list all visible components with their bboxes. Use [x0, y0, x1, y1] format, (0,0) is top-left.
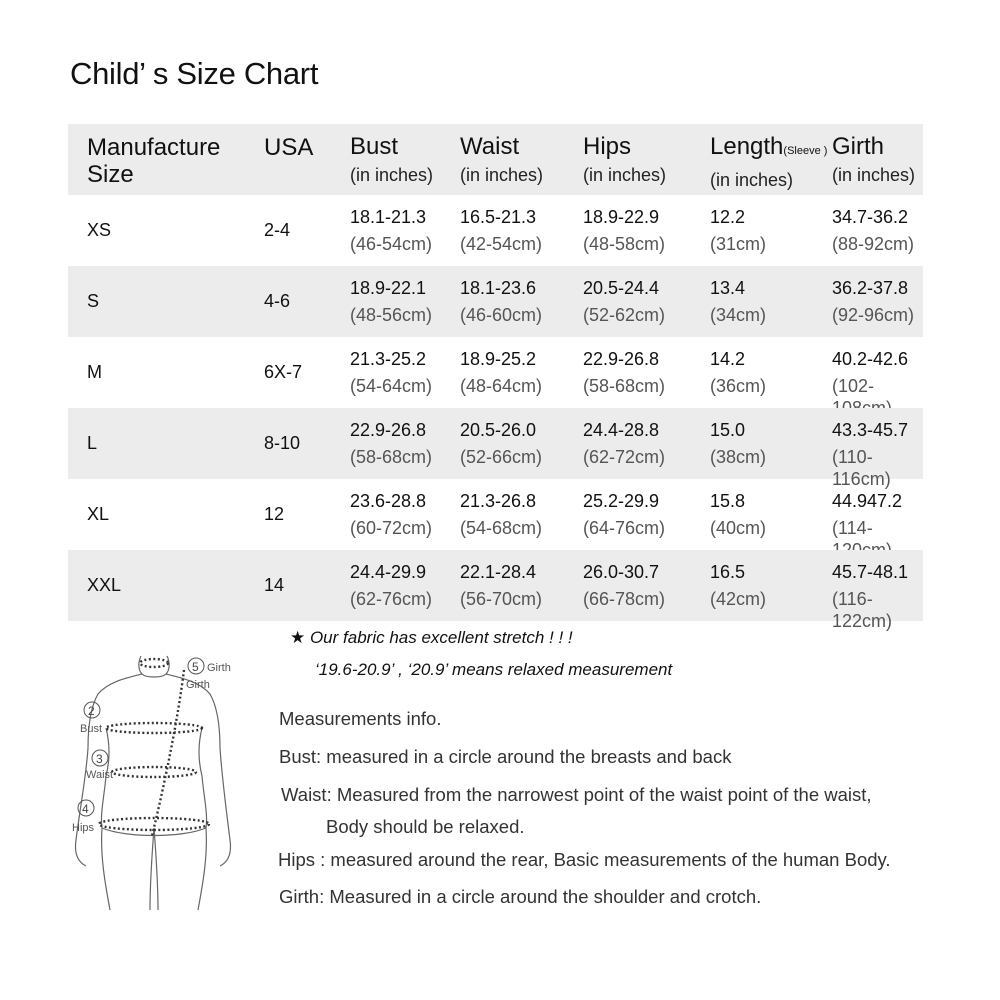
hips-cm-cell: (48-58cm)	[583, 234, 666, 254]
figure-label-girth-2: Girth	[186, 679, 210, 691]
waist-inches-cell: 18.9-25.2	[460, 349, 537, 369]
usa-size-cell: 12	[264, 504, 285, 524]
measurements-heading: Measurements info.	[279, 708, 442, 729]
hips-cm-cell: (62-72cm)	[583, 447, 666, 467]
waist-inches-cell: 18.1-23.6	[460, 278, 537, 298]
figure-label-hips: Hips	[72, 822, 95, 834]
header-bust: Bust (in inches)	[350, 133, 434, 185]
hips-inches-cell: 24.4-28.8	[583, 420, 660, 440]
hips-cm-cell: (58-68cm)	[583, 376, 666, 396]
girth-info: Girth: Measured in a circle around the shoulder and crotch.	[279, 886, 762, 907]
header-manufacture-size: Manufacture Size	[87, 134, 221, 188]
table-row	[68, 337, 923, 408]
hips-cm-cell: (66-78cm)	[583, 589, 666, 609]
waist-cm-cell: (46-60cm)	[460, 305, 543, 325]
usa-size-cell: 8-10	[264, 433, 301, 453]
body-measurement-figure	[66, 648, 256, 916]
hips-inches-cell: 25.2-29.9	[583, 491, 660, 511]
bust-cm-cell: (48-56cm)	[350, 305, 433, 325]
girth-cm-cell: (116-122cm)	[832, 589, 893, 631]
girth-cm-cell: (110-116cm)	[832, 447, 891, 489]
header-length: Length(Sleeve ) (in inches)	[710, 133, 828, 190]
figure-label-bust: Bust	[80, 723, 103, 735]
usa-size-cell: 2-4	[264, 220, 291, 240]
girth-inches-cell: 34.7-36.2	[832, 207, 909, 227]
figure-label-waist: Waist	[86, 769, 114, 781]
waist-cm-cell: (54-68cm)	[460, 518, 543, 538]
figure-label-4: 4	[82, 802, 89, 816]
length-inches-cell: 12.2	[710, 207, 746, 227]
girth-cm-cell: (92-96cm)	[832, 305, 915, 325]
bust-inches-cell: 22.9-26.8	[350, 420, 427, 440]
bust-inches-cell: 18.1-21.3	[350, 207, 427, 227]
length-cm-cell: (36cm)	[710, 376, 767, 396]
bust-inches-cell: 18.9-22.1	[350, 278, 427, 298]
length-cm-cell: (34cm)	[710, 305, 767, 325]
table-body	[68, 195, 923, 631]
header-girth: Girth (in inches)	[832, 133, 916, 185]
figure-label-2: 2	[88, 704, 95, 718]
bust-inches-cell: 24.4-29.9	[350, 562, 427, 582]
manufacture-size-cell: S	[87, 291, 100, 311]
length-cm-cell: (38cm)	[710, 447, 767, 467]
length-inches-cell: 15.8	[710, 491, 746, 511]
girth-inches-cell: 43.3-45.7	[832, 420, 909, 440]
bust-cm-cell: (58-68cm)	[350, 447, 433, 467]
table-row	[68, 408, 923, 489]
girth-inches-cell: 36.2-37.8	[832, 278, 909, 298]
girth-inches-cell: 45.7-48.1	[832, 562, 909, 582]
waist-inches-cell: 16.5-21.3	[460, 207, 537, 227]
hips-inches-cell: 22.9-26.8	[583, 349, 660, 369]
waist-inches-cell: 21.3-26.8	[460, 491, 537, 511]
girth-inches-cell: 44.947.2	[832, 491, 903, 511]
table-header-row	[68, 124, 923, 195]
hips-info: Hips : measured around the rear, Basic measurements of the human Body.	[278, 849, 891, 870]
hips-cm-cell: (52-62cm)	[583, 305, 666, 325]
length-cm-cell: (40cm)	[710, 518, 767, 538]
header-waist: Waist (in inches)	[460, 133, 544, 185]
waist-cm-cell: (48-64cm)	[460, 376, 543, 396]
length-cm-cell: (31cm)	[710, 234, 767, 254]
girth-cm-cell: (102-	[832, 376, 875, 396]
manufacture-size-cell: XL	[87, 504, 110, 524]
bust-info: Bust: measured in a circle around the breasts and back	[279, 746, 732, 767]
bust-cm-cell: (60-72cm)	[350, 518, 433, 538]
length-cm-cell: (42cm)	[710, 589, 767, 609]
usa-size-cell: 4-6	[264, 291, 291, 311]
bust-inches-cell: 21.3-25.2	[350, 349, 427, 369]
manufacture-size-cell: M	[87, 362, 102, 382]
stretch-note: ★ Our fabric has excellent stretch ! ! !	[290, 628, 573, 647]
table-row	[68, 550, 923, 631]
hips-cm-cell: (64-76cm)	[583, 518, 666, 538]
usa-size-cell: 14	[264, 575, 285, 595]
manufacture-size-cell: L	[87, 433, 98, 453]
figure-label-5: 5	[192, 660, 199, 674]
bust-cm-cell: (62-76cm)	[350, 589, 433, 609]
girth-inches-cell: 40.2-42.6	[832, 349, 909, 369]
waist-cm-cell: (42-54cm)	[460, 234, 543, 254]
bust-cm-cell: (46-54cm)	[350, 234, 433, 254]
body-outline	[75, 656, 230, 910]
girth-cm-cell: (88-92cm)	[832, 234, 915, 254]
waist-info-line1: Waist: Measured from the narrowest point of the waist point of the waist,	[281, 784, 872, 805]
waist-inches-cell: 20.5-26.0	[460, 420, 537, 440]
length-inches-cell: 14.2	[710, 349, 746, 369]
length-inches-cell: 16.5	[710, 562, 746, 582]
waist-inches-cell: 22.1-28.4	[460, 562, 537, 582]
header-usa: USA	[264, 134, 314, 161]
girth-cm-cell: (114-	[832, 518, 873, 538]
page-title: Child’ s Size Chart	[70, 56, 319, 91]
hips-inches-cell: 20.5-24.4	[583, 278, 660, 298]
header-hips: Hips (in inches)	[583, 133, 667, 185]
waist-info-line2: Body should be relaxed.	[326, 816, 525, 837]
size-chart-table	[68, 124, 923, 631]
bust-inches-cell: 23.6-28.8	[350, 491, 427, 511]
bust-cm-cell: (54-64cm)	[350, 376, 433, 396]
table-row	[68, 195, 923, 266]
figure-label-3: 3	[96, 752, 103, 766]
figure-label-girth: Girth	[207, 662, 231, 674]
waist-cm-cell: (52-66cm)	[460, 447, 543, 467]
usa-size-cell: 6X-7	[264, 362, 303, 382]
manufacture-size-cell: XXL	[87, 575, 122, 595]
hips-inches-cell: 26.0-30.7	[583, 562, 660, 582]
waist-cm-cell: (56-70cm)	[460, 589, 543, 609]
table-row	[68, 266, 923, 337]
hips-inches-cell: 18.9-22.9	[583, 207, 660, 227]
relaxed-note: ‘19.6-20.9’ , ‘20.9’ means relaxed measurement	[315, 660, 673, 679]
manufacture-size-cell: XS	[87, 220, 112, 240]
length-inches-cell: 13.4	[710, 278, 746, 298]
table-row	[68, 479, 923, 550]
length-inches-cell: 15.0	[710, 420, 746, 440]
